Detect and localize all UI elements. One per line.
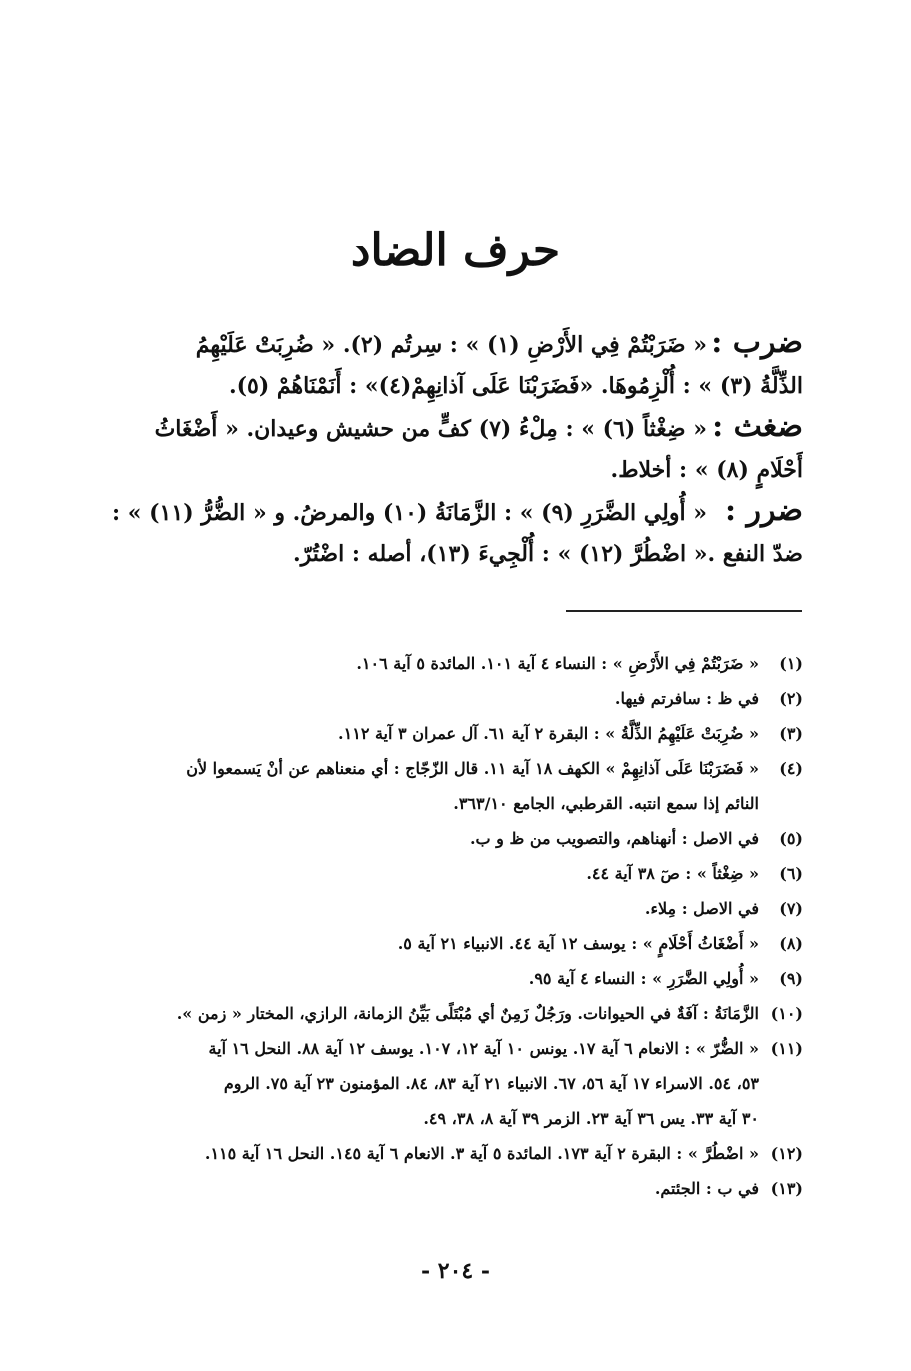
- entry-text: ضدّ النفع .« اضْطُرَّ (١٢) » : أُلْجِيءَ (١٣)، أصله : اضْتُرّ.: [293, 541, 803, 567]
- footnote-text: « أُولِي الضَّرَرِ » : النساء ٤ آية ٩٥.: [528, 969, 759, 988]
- footnote-text: « اضْطُرَّ » : البقرة ٢ آية ١٧٣. المائدة ٥ آية ٣. الانعام ٦ آية ١٤٥. النحل ١٦ آية ١١٥.: [204, 1144, 759, 1163]
- footnote: [103, 891, 803, 926]
- entry-text: « أُولِي الضَّرَرِ (٩) » : الزَّمَانَةُ (١٠) والمرضُ. و « الضُّرُّ (١١) » :: [111, 500, 707, 526]
- footnote-text: في الاصل : مِلاء.: [644, 899, 759, 918]
- entry-text: أَحْلَامٍ (٨) » : أخلاط.: [610, 457, 803, 483]
- footnote: [103, 646, 803, 681]
- footnote-number: (٣): [779, 724, 803, 743]
- root-word: ضرر :: [724, 493, 803, 528]
- footnote-text: « ضَرَبْتُمْ فِي الأَرْضِ » : النساء ٤ آية ١٠١. المائدة ٥ آية ١٠٦.: [356, 654, 759, 673]
- root-word: ضرب :: [711, 325, 803, 360]
- footnote: [103, 681, 803, 716]
- footnote-number: (٥): [779, 829, 803, 848]
- dictionary-entries: [103, 322, 803, 574]
- footnote-number: (٢): [779, 689, 803, 708]
- footnote: [103, 856, 803, 891]
- footnote: [103, 1136, 803, 1171]
- footnote-text: « ضُرِبَتْ عَلَيْهِمُ الذِّلَّةُ » : البقرة ٢ آية ٦١. آل عمران ٣ آية ١١٢.: [338, 724, 759, 743]
- footnote-text: في ظ : سافرتم فيها.: [614, 689, 759, 708]
- entry-dighth: [103, 406, 803, 490]
- footnote: [103, 1031, 803, 1136]
- footnote-text: « الضُّرّ » : الانعام ٦ آية ١٧. يونس ١٠ آية ١٢، ١٠٧. يوسف ١٢ آية ٨٨. النحل ١٦ آية: [208, 1039, 759, 1058]
- footnote-number: (٧): [779, 899, 803, 918]
- entry-text: « ضَرَبْتُمْ فِي الأَرْضِ (١) » : سِرتُم (٢). « ضُرِبَتْ عَلَيْهِمُ: [195, 332, 707, 358]
- footnote-number: (١): [779, 654, 803, 673]
- footnote-number: (١١): [770, 1039, 803, 1058]
- footnote-number: (٨): [779, 934, 803, 953]
- footnote-number: (٦): [779, 864, 803, 883]
- footnote: [103, 716, 803, 751]
- entry-text: الذِّلَّةُ (٣) » : أُلْزِمُوهَا. «فَضَرَبْنَا عَلَى آذانِهِمْ(٤)» : أَنَمْنَاهُمْ (٥).: [228, 373, 803, 399]
- footnote-number: (٩): [779, 969, 803, 988]
- entry-text: « ضِغْثاً (٦) » : مِلْءُ (٧) كفٍّ من حشيش وعيدان. « أَضْغَاثُ: [154, 416, 707, 442]
- footnote-text: « فَضَرَبْنَا عَلَى آذانِهِمْ » الكهف ١٨ آية ١١. قال الزّجّاج : أي منعناهم عن أنْ يَسمعوا لأن: [186, 759, 759, 778]
- footnote-text: الزَّمَانَةُ : آفَةٌ في الحيوانات. ورَجُلٌ زَمِنٌ أي مُبْتَلًى بَيِّنُ الزمانة، الرازي، المختار « زمن ».: [176, 1004, 759, 1023]
- footnote-text: ٥٣، ٥٤. الاسراء ١٧ آية ٥٦، ٦٧. الانبياء ٢١ آية ٨٣، ٨٤. المؤمنون ٢٣ آية ٧٥. الروم: [223, 1074, 759, 1093]
- footnote: [103, 751, 803, 821]
- footnote: [103, 926, 803, 961]
- footnote-text: النائم إذا سمع انتبه. القرطبي، الجامع ٣٦٣/١٠.: [453, 794, 759, 813]
- footnote: [103, 961, 803, 996]
- footnote-number: (١٢): [770, 1144, 803, 1163]
- footnote-number: (٤): [779, 759, 803, 778]
- chapter-title: حرف الضاد: [350, 225, 561, 276]
- page-number: - ٢٠٤ -: [420, 1258, 491, 1284]
- footnote: [103, 1171, 803, 1206]
- footnote: [103, 996, 803, 1031]
- footnote: [103, 821, 803, 856]
- footnote-divider: [566, 610, 802, 612]
- root-word: ضغث :: [712, 409, 803, 444]
- footnote-text: في ب : الجئتم.: [654, 1179, 759, 1198]
- entry-darar: [103, 490, 803, 574]
- footnotes: [103, 646, 803, 1206]
- footnote-text: ٣٠ آية ٣٣. يس ٣٦ آية ٢٣. الزمر ٣٩ آية ٨، ٣٨، ٤٩.: [423, 1109, 759, 1128]
- footnote-text: « أَضْغَاثُ أَحْلَامٍ » : يوسف ١٢ آية ٤٤. الانبياء ٢١ آية ٥.: [397, 934, 759, 953]
- footnote-text: في الاصل : أنهناهم، والتصويب من ظ و ب.: [469, 829, 759, 848]
- footnote-number: (١٠): [770, 1004, 803, 1023]
- footnote-number: (١٣): [770, 1179, 803, 1198]
- footnote-text: « ضِغْثاً » : صٓ ٣٨ آية ٤٤.: [586, 864, 759, 883]
- entry-darab: [103, 322, 803, 406]
